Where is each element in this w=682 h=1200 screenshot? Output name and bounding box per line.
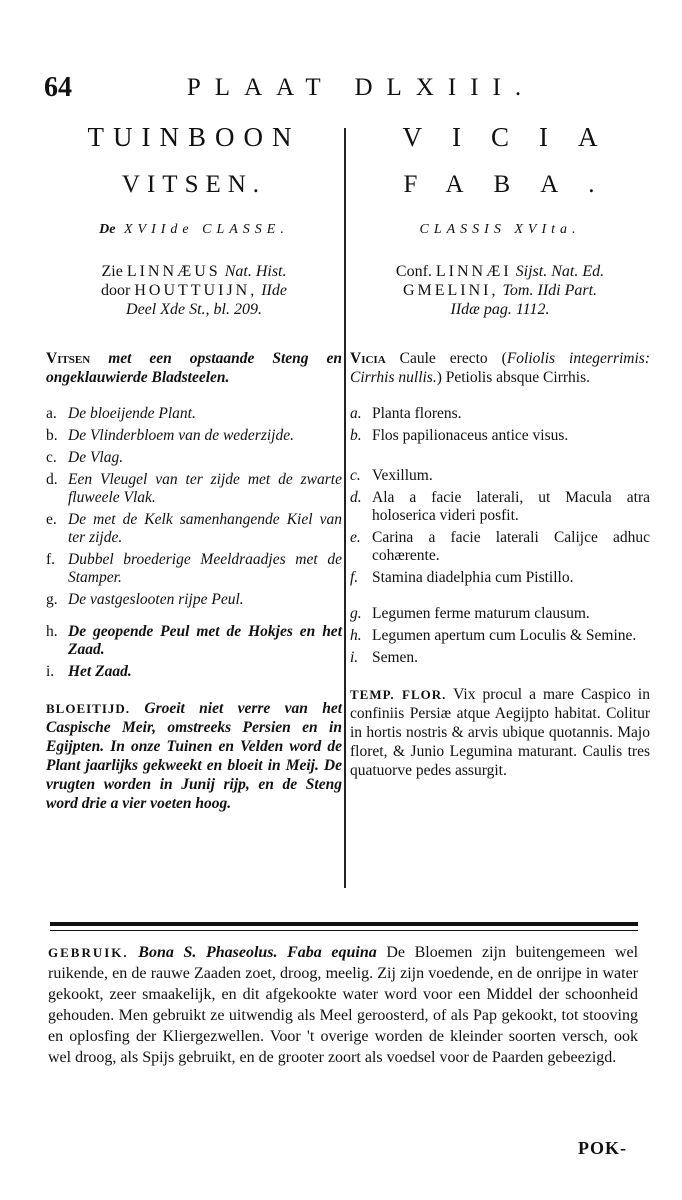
left-column [46,118,342,813]
item-key: g. [46,591,58,608]
right-ref-page: IIdæ pag. 1112. [450,301,550,318]
right-classe-word: CLASSIS [419,222,506,237]
right-time-text: Vix procul a mare Caspico in confiniis Persiæ atque Aegijpto habitat. Colitur in hortis nostris & arvis ubique quotannis. Majo floret, & Junio Legumina maturant. Caulis tres quatuorve pedes assurgit. [350,686,650,779]
item-text: De vastgeslooten rijpe Peul. [68,591,244,608]
left-time-label: BLOEITIJD. [46,701,131,716]
item-key: d. [46,471,58,488]
list-item [350,405,650,423]
right-ref-editor: GMELINI, [402,282,499,299]
usage-text: De Bloemen zijn buitengemeen wel ruikende, en de rauwe Zaaden zoet, droog, meelig. Zij zijn voedende, en de onrijpe in water gekookt, zeer smaakelijk, en dit afgekookte water word voor een Middel der schoonheid gehouden. Men gebruikt ze uitwendig als Meel geroosterd, of als Pap gekookt, tot stooving en oplosfing der Kliergezwellen. Voor 't overige worden de kleinder soorten versch, ook wel droog, als Spijs gebruikt, en de grooter zoort als voedsel voor de Paarden gebeezigd. [48,944,639,1066]
list-item [46,663,342,681]
left-desc-text: met een opstaande Steng en ongeklauwierde Bladsteelen. [46,350,343,386]
item-key: c. [46,449,57,466]
left-ref-author: LINNÆUS [126,263,221,280]
left-classe [46,222,342,242]
right-ref-work: Sijst. Nat. Ed. [515,263,605,280]
right-species: FABA. [403,171,625,198]
item-text: De Vlag. [68,449,124,466]
item-text: Stamina diadelphia cum Pistillo. [372,569,574,586]
list-item [350,427,650,445]
right-legend-list [350,405,650,667]
list-item [350,529,650,565]
right-time-label: TEMP. FLOR. [350,687,447,702]
item-key: h. [46,623,58,640]
item-text: Ala a facie laterali, ut Macula atra holoserica videri posfit. [372,489,650,524]
left-time-text: Groeit niet verre van het Caspische Meir, omstreeks Persien en in Egijpten. In onze Tuinen en Velden word de Plant jaarlijks gekweekt en bloeit in Meij. De vrugten worden in Junij rijp, en de Steng word drie a vier voeten hoog. [46,700,343,812]
list-item [46,449,342,467]
list-item [46,471,342,507]
left-desc-lead: Vitsen [46,350,91,367]
item-text: Semen. [372,649,419,666]
right-reference [350,262,650,319]
item-key: i. [46,663,55,680]
list-item [46,427,342,445]
divider-thin [50,930,638,931]
list-item [46,551,342,587]
right-flowering-time [350,685,650,780]
list-item [350,467,650,485]
item-text: De Vlinderbloem van de wederzijde. [68,427,294,444]
right-description [350,349,650,387]
item-text: De met de Kelk samenhangende Kiel van ter zijde. [68,511,342,546]
item-key: e. [46,511,57,528]
usage-section [48,942,638,1068]
left-ref-work: Nat. Hist. [224,263,287,280]
left-ref-editor: HOUTTUIJN, [134,282,258,299]
item-key: a. [350,405,362,422]
left-ref-pre2: door [101,282,131,299]
right-classe-num: XVIta. [514,222,581,237]
left-genus: TUINBOON [87,122,301,152]
left-classe-num: XVIIde [123,222,194,237]
left-ref-pre: Zie [101,263,123,280]
right-desc-text-italic: Foliolis integerrimis: Cirrhis nullis. [350,350,650,386]
catchword: POK- [578,1138,627,1158]
list-item [46,623,342,659]
right-genus: VICIA [402,122,628,152]
item-key: c. [350,467,361,484]
item-text: Legumen apertum cum Loculis & Semine. [372,627,637,644]
usage-names: Bona S. Phaseolus. Faba equina [138,944,377,961]
item-key: i. [350,649,359,666]
right-desc-lead: Vicia [350,350,386,367]
left-description [46,349,342,387]
item-text: Een Vleugel van ter zijde met de zwarte fluweele Vlak. [68,471,342,506]
list-item [350,489,650,525]
left-ref-part: IIde [261,282,287,299]
right-column [350,118,650,780]
list-item [350,649,650,667]
item-text: De geopende Peul met de Hokjes en het Zaad. [68,623,342,658]
item-key: d. [350,489,362,506]
list-item [350,569,650,587]
left-classe-word: CLASSE. [202,222,289,237]
item-text: Vexillum. [372,467,433,484]
item-key: f. [46,551,56,568]
item-key: h. [350,627,362,644]
right-classe [350,222,650,242]
item-key: a. [46,405,57,422]
page-number: 64 [44,72,72,103]
item-key: b. [350,427,362,444]
usage-label: GEBRUIK. [48,945,129,960]
item-key: b. [46,427,58,444]
item-text: Dubbel broederige Meeldraadjes met de Stamper. [68,551,342,586]
item-text: Legumen ferme maturum clausum. [372,605,590,622]
left-ref-page: Deel Xde St., bl. 209. [126,301,262,318]
item-key: g. [350,605,362,622]
right-ref-part: Tom. IIdi Part. [502,282,598,299]
item-text: De bloeijende Plant. [68,405,196,422]
list-item [350,627,650,645]
item-text: Planta florens. [372,405,462,422]
left-flowering-time [46,699,342,813]
item-key: e. [350,529,361,546]
plate-title: PLAAT DLXIII. [186,74,536,101]
right-ref-pre: Conf. [395,263,432,280]
item-text: Carina a facie laterali Calijce adhuc cohærente. [372,529,650,564]
item-key: f. [350,569,359,586]
column-divider [344,128,346,888]
item-text: Het Zaad. [68,663,132,680]
list-item [46,591,342,609]
right-ref-author: LINNÆI [435,263,512,280]
list-item [46,405,342,423]
right-desc-text-2: ) Petiolis absque Cirrhis. [436,369,590,386]
right-desc-text-1: Caule erecto ( [399,350,507,367]
left-classe-prefix: De [99,222,116,237]
left-legend-list [46,405,342,681]
list-item [46,511,342,547]
left-species: VITSEN. [121,171,267,198]
list-item [350,605,650,623]
divider-thick [50,922,638,926]
item-text: Flos papilionaceus antice visus. [372,427,569,444]
left-reference [46,262,342,319]
